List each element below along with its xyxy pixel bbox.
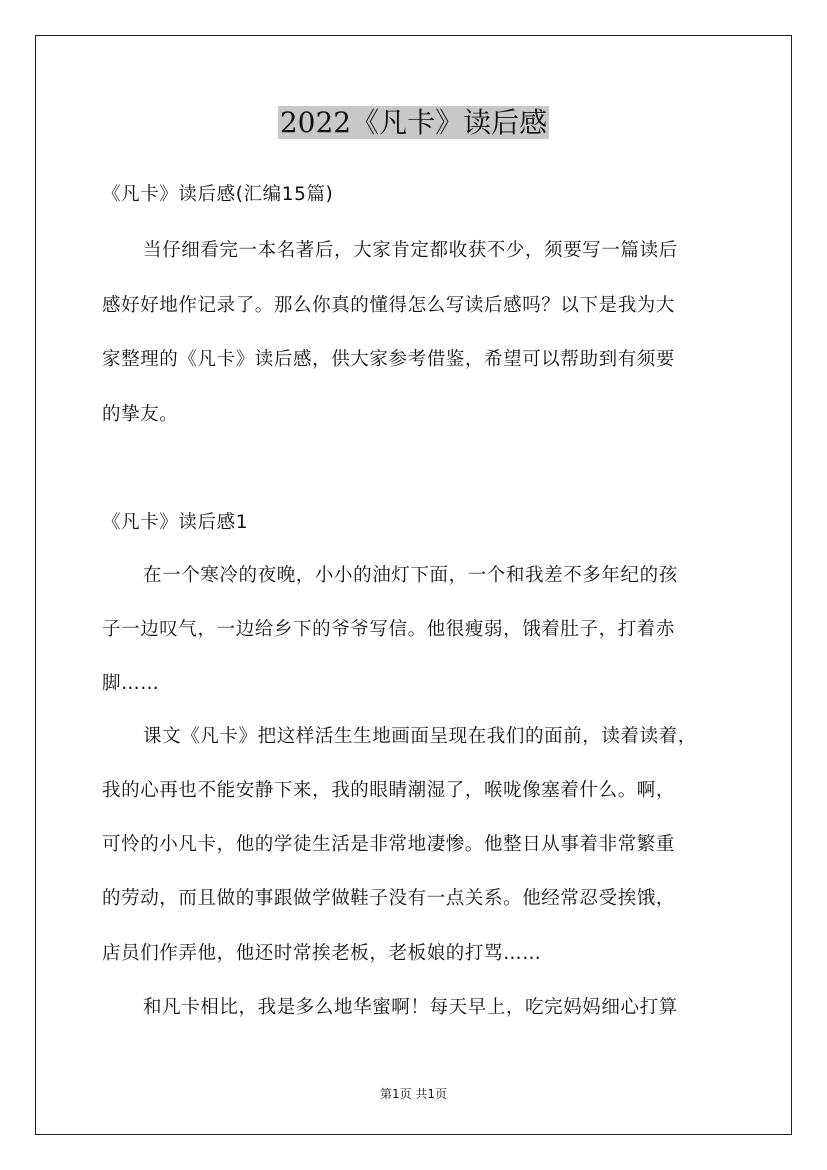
paragraph-line: 子一边叹气，一边给乡下的爷爷写信。他很瘦弱，饿着肚子，打着赤 bbox=[102, 619, 676, 640]
paragraph-line: 脚…… bbox=[102, 673, 160, 694]
paragraph-line: 课文《凡卡》把这样活生生地画面呈现在我们的面前，读着读着， bbox=[143, 726, 697, 747]
document-title-wrap bbox=[0, 101, 827, 145]
document-title: 2022《凡卡》读后感 bbox=[279, 106, 548, 139]
paragraph-line: 和凡卡相比，我是多么地华蜜啊！每天早上，吃完妈妈细心打算 bbox=[143, 997, 678, 1018]
subtitle: 《凡卡》读后感(汇编15篇) bbox=[102, 184, 334, 205]
intro-line: 家整理的《凡卡》读后感，供大家参考借鉴，希望可以帮助到有须要 bbox=[102, 349, 676, 370]
paragraph-line: 可怜的小凡卡，他的学徒生活是非常地凄惨。他整日从事着非常繁重 bbox=[102, 834, 676, 855]
paragraph-line: 在一个寒冷的夜晚，小小的油灯下面，一个和我差不多年纪的孩 bbox=[143, 565, 678, 586]
intro-line: 当仔细看完一本名著后，大家肯定都收获不少，须要写一篇读后 bbox=[143, 240, 678, 261]
page-number-footer: 第1页 共1页 bbox=[379, 1087, 448, 1101]
intro-line: 感好好地作记录了。那么你真的懂得怎么写读后感吗？以下是我为大 bbox=[102, 295, 676, 316]
section-heading: 《凡卡》读后感1 bbox=[102, 512, 249, 533]
paragraph-line: 我的心再也不能安静下来，我的眼睛潮湿了，喉咙像塞着什么。啊， bbox=[102, 780, 676, 801]
paragraph-line: 的劳动，而且做的事跟做学做鞋子没有一点关系。他经常忍受挨饿， bbox=[102, 888, 676, 909]
paragraph-line: 店员们作弄他，他还时常挨老板，老板娘的打骂…… bbox=[102, 943, 542, 964]
intro-line: 的挚友。 bbox=[102, 404, 179, 425]
